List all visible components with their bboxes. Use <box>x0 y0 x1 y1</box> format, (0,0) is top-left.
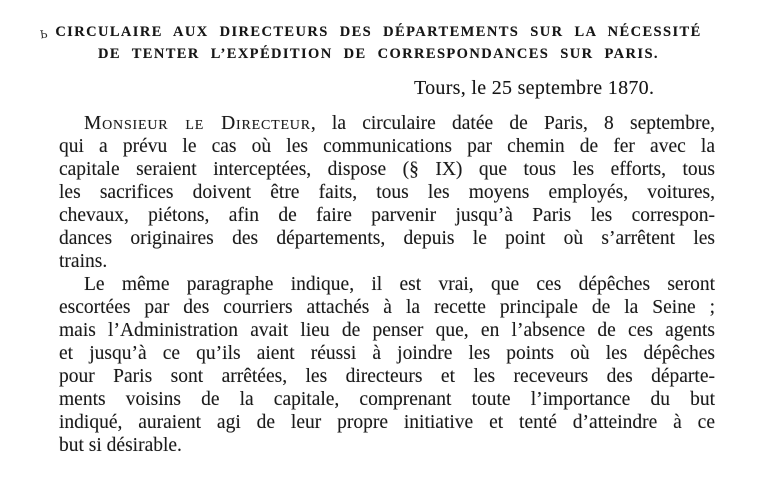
dateline: Tours, le 25 septembre 1870. <box>414 77 655 99</box>
body-line: ments voisins de la capitale, comprenant toute l’importance du but <box>59 389 715 410</box>
title-line-2: DE TENTER L’EXPÉDITION DE CORRESPONDANCES SUR PARIS. <box>98 46 659 62</box>
body-line: pour Paris sont arrêtées, les directeurs et les receveurs des départe- <box>59 366 715 387</box>
body-line: trains. <box>59 251 108 272</box>
body-line: qui a prévu le cas où les communications par chemin de fer avec la <box>59 136 715 157</box>
body-line: dances originaires des départements, depuis le point où s’arrêtent les <box>59 228 715 249</box>
salutation-small-caps: Monsieur le Directeur <box>84 113 311 134</box>
paragraph-1 <box>59 112 715 273</box>
body-line: les sacrifices doivent être faits, tous les moyens employés, voitures, <box>59 182 715 203</box>
body-line: capitale seraient interceptées, dispose (§ IX) que tous les efforts, tous <box>59 159 715 180</box>
body-line: escortées par des courriers attachés à la recette principale de la Seine ; <box>59 297 715 318</box>
body-line: Le même paragraphe indique, il est vrai, que ces dépêches seront <box>84 274 715 295</box>
title-line-1: CIRCULAIRE AUX DIRECTEURS DES DÉPARTEMENTS SUR LA NÉCESSITÉ <box>55 24 702 40</box>
body-line: but si désirable. <box>59 435 182 456</box>
document-body <box>59 112 715 457</box>
document-header <box>36 21 721 65</box>
body-line: mais l’Administration avait lieu de penser que, en l’absence de ces agents <box>59 320 715 341</box>
print-artifact-mark: Ь <box>39 27 49 42</box>
body-line: indiqué, auraient agi de leur propre initiative et tenté d’atteindre à ce <box>59 412 715 433</box>
body-line: chevaux, piétons, afin de faire parvenir jusqu’à Paris les correspon- <box>59 205 715 226</box>
paragraph-2 <box>59 273 715 457</box>
body-line-text: , la circulaire datée de Paris, 8 septembre, <box>310 113 715 134</box>
body-line <box>59 112 715 135</box>
body-line: et jusqu’à ce qu’ils aient réussi à joindre les points où les dépêches <box>59 343 715 364</box>
